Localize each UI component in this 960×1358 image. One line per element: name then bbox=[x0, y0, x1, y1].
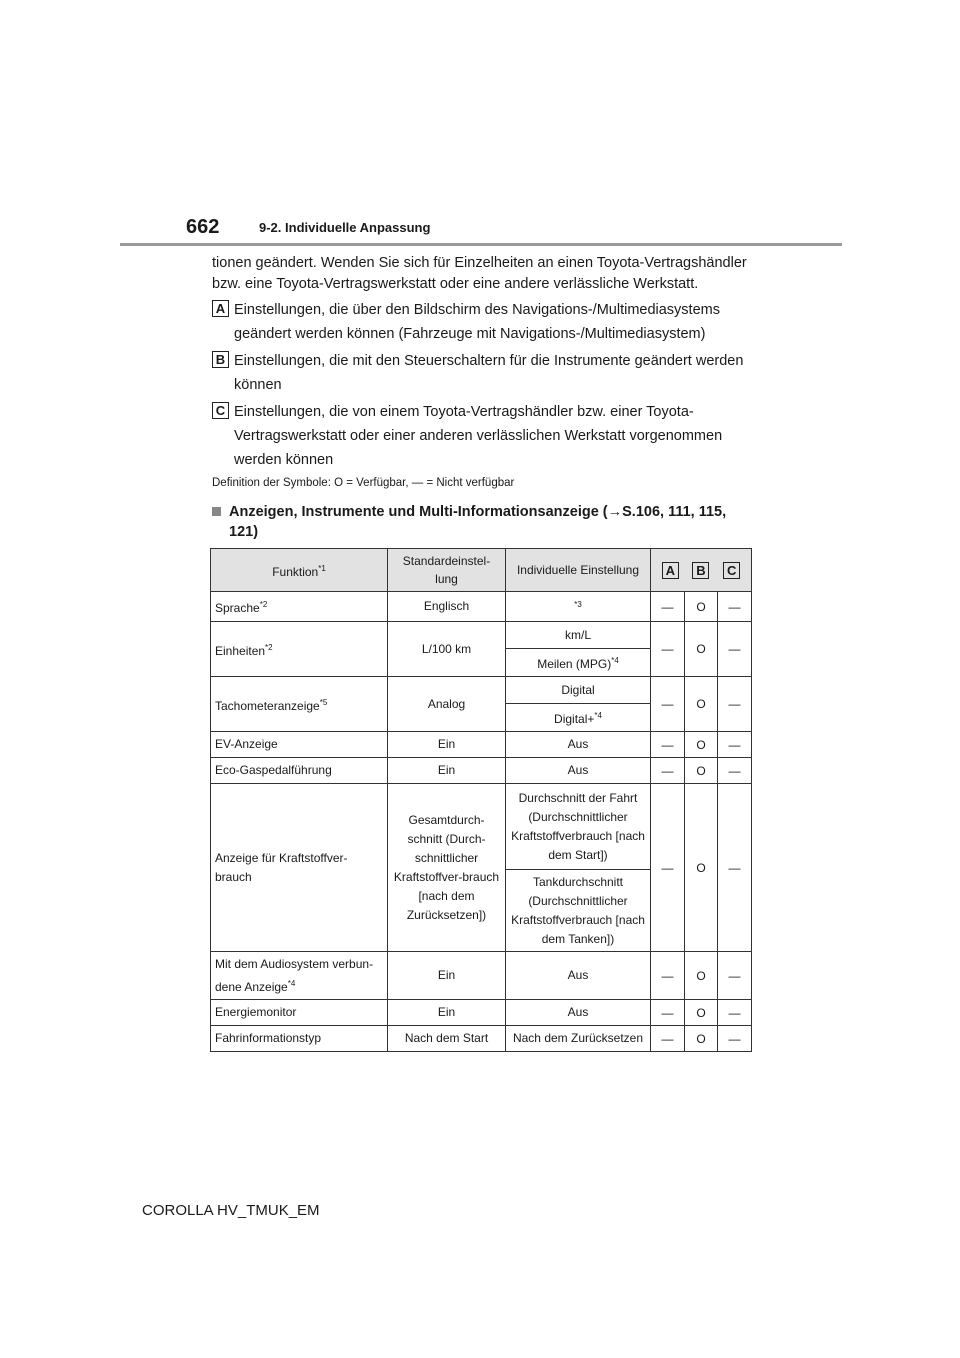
cell-custom: Tankdurchschnitt (Durchschnittlicher Kraftstoffverbrauch [nach dem Tanken]) bbox=[506, 870, 651, 952]
col-header-function: Funktion$^{*1}$ bbox=[211, 549, 388, 592]
definition-c bbox=[212, 400, 772, 472]
cell-c: — bbox=[718, 732, 752, 758]
col-header-default: Standardeinstel-lung bbox=[388, 549, 506, 592]
cell-default: Englisch bbox=[388, 592, 506, 622]
cell-b: O bbox=[685, 952, 718, 1000]
cell-function: Eco-Gaspedalführung bbox=[211, 758, 388, 784]
cell-custom: *3 bbox=[506, 592, 651, 622]
cell-b: O bbox=[685, 784, 718, 952]
cell-b: O bbox=[685, 758, 718, 784]
definition-a-text: Einstellungen, die über den Bildschirm des Navigations-/Multimediasystems geändert werden können (Fahrzeuge mit Navigations-/Multimediasystem) bbox=[234, 302, 720, 342]
cell-c: — bbox=[718, 622, 752, 677]
table-row bbox=[211, 952, 752, 1000]
cell-function: EV-Anzeige bbox=[211, 732, 388, 758]
cell-custom: Digital bbox=[506, 677, 651, 704]
cell-a: — bbox=[651, 592, 685, 622]
cell-custom: Aus bbox=[506, 758, 651, 784]
cell-custom: Aus bbox=[506, 732, 651, 758]
cell-default: Ein bbox=[388, 952, 506, 1000]
cell-b: O bbox=[685, 1026, 718, 1052]
cell-b: O bbox=[685, 732, 718, 758]
symbol-legend: Definition der Symbole: O = Verfügbar, — = Nicht verfügbar bbox=[212, 477, 515, 489]
table-row bbox=[211, 1000, 752, 1026]
square-bullet-icon bbox=[212, 507, 221, 516]
header-letter-c: C bbox=[723, 562, 740, 579]
cell-a: — bbox=[651, 677, 685, 732]
header-letter-a: A bbox=[662, 562, 679, 579]
cell-b: O bbox=[685, 622, 718, 677]
col-header-custom: Individuelle Einstellung bbox=[506, 549, 651, 592]
cell-custom: Aus bbox=[506, 952, 651, 1000]
table-heading-text: Anzeigen, Instrumente und Multi-Informationsanzeige (→S.106, 111, 115, 121) bbox=[229, 504, 727, 540]
intro-paragraph: tionen geändert. Wenden Sie sich für Einzelheiten an einen Toyota-Vertragshändler bzw. eine Toyota-Vertragswerkstatt oder eine andere verlässliche Werkstatt. bbox=[212, 255, 747, 292]
table-row bbox=[211, 592, 752, 622]
cell-custom: Durchschnitt der Fahrt (Durchschnittlicher Kraftstoffverbrauch [nach dem Start]) bbox=[506, 784, 651, 870]
cell-function: Tachometeranzeige$^{*5}$ bbox=[211, 677, 388, 732]
cell-a: — bbox=[651, 1000, 685, 1026]
cell-a: — bbox=[651, 952, 685, 1000]
cell-a: — bbox=[651, 758, 685, 784]
cell-b: O bbox=[685, 592, 718, 622]
cell-default: Analog bbox=[388, 677, 506, 732]
cell-function: Mit dem Audiosystem verbun-dene Anzeige$^{*4}$ bbox=[211, 952, 388, 1000]
cell-default: Nach dem Start bbox=[388, 1026, 506, 1052]
table-header-row bbox=[211, 549, 752, 592]
definition-b bbox=[212, 349, 772, 397]
cell-default: L/100 km bbox=[388, 622, 506, 677]
cell-function: Einheiten$^{*2}$ bbox=[211, 622, 388, 677]
cell-a: — bbox=[651, 1026, 685, 1052]
table-row bbox=[211, 784, 752, 870]
header-letter-b: B bbox=[692, 562, 709, 579]
definition-a bbox=[212, 298, 772, 346]
cell-c: — bbox=[718, 677, 752, 732]
table-row bbox=[211, 677, 752, 704]
cell-custom: Meilen (MPG)$^{*4}$ bbox=[506, 649, 651, 677]
cell-custom: Nach dem Zurücksetzen bbox=[506, 1026, 651, 1052]
cell-c: — bbox=[718, 952, 752, 1000]
cell-default: Gesamtdurch-schnitt (Durch-schnittlicher Kraftstoffver-brauch [nach dem Zurücksetzen]) bbox=[388, 784, 506, 952]
cell-a: — bbox=[651, 784, 685, 952]
cell-function: Energiemonitor bbox=[211, 1000, 388, 1026]
section-title: 9-2. Individuelle Anpassung bbox=[259, 220, 431, 235]
letter-a-badge: A bbox=[212, 300, 229, 317]
cell-a: — bbox=[651, 622, 685, 677]
cell-c: — bbox=[718, 1026, 752, 1052]
cell-default: Ein bbox=[388, 732, 506, 758]
definition-c-text: Einstellungen, die von einem Toyota-Vertragshändler bzw. einer Toyota-Vertragswerkstatt oder einer anderen verlässlichen Werkstatt vorgenommen werden können bbox=[234, 404, 723, 468]
cell-c: — bbox=[718, 784, 752, 952]
cell-function: Fahrinformationstyp bbox=[211, 1026, 388, 1052]
cell-custom: Aus bbox=[506, 1000, 651, 1026]
cell-b: O bbox=[685, 677, 718, 732]
cell-c: — bbox=[718, 1000, 752, 1026]
letter-c-badge: C bbox=[212, 402, 229, 419]
cell-function: Sprache$^{*2}$ bbox=[211, 592, 388, 622]
col-header-abc bbox=[651, 549, 752, 592]
definition-b-text: Einstellungen, die mit den Steuerschaltern für die Instrumente geändert werden können bbox=[234, 353, 744, 393]
table-row bbox=[211, 622, 752, 649]
cell-default: Ein bbox=[388, 1000, 506, 1026]
footer-model-code: COROLLA HV_TMUK_EM bbox=[142, 1202, 320, 1219]
table-row bbox=[211, 758, 752, 784]
cell-b: O bbox=[685, 1000, 718, 1026]
cell-c: — bbox=[718, 592, 752, 622]
cell-c: — bbox=[718, 758, 752, 784]
cell-custom: km/L bbox=[506, 622, 651, 649]
cell-a: — bbox=[651, 732, 685, 758]
table-heading bbox=[212, 502, 752, 542]
table-row bbox=[211, 732, 752, 758]
cell-custom: Digital+$^{*4}$ bbox=[506, 704, 651, 732]
table-row bbox=[211, 1026, 752, 1052]
settings-table bbox=[210, 548, 752, 1052]
cell-default: Ein bbox=[388, 758, 506, 784]
page-number: 662 bbox=[186, 216, 220, 238]
header-rule bbox=[120, 243, 842, 246]
cell-function: Anzeige für Kraftstoffver-brauch bbox=[211, 784, 388, 952]
letter-b-badge: B bbox=[212, 351, 229, 368]
